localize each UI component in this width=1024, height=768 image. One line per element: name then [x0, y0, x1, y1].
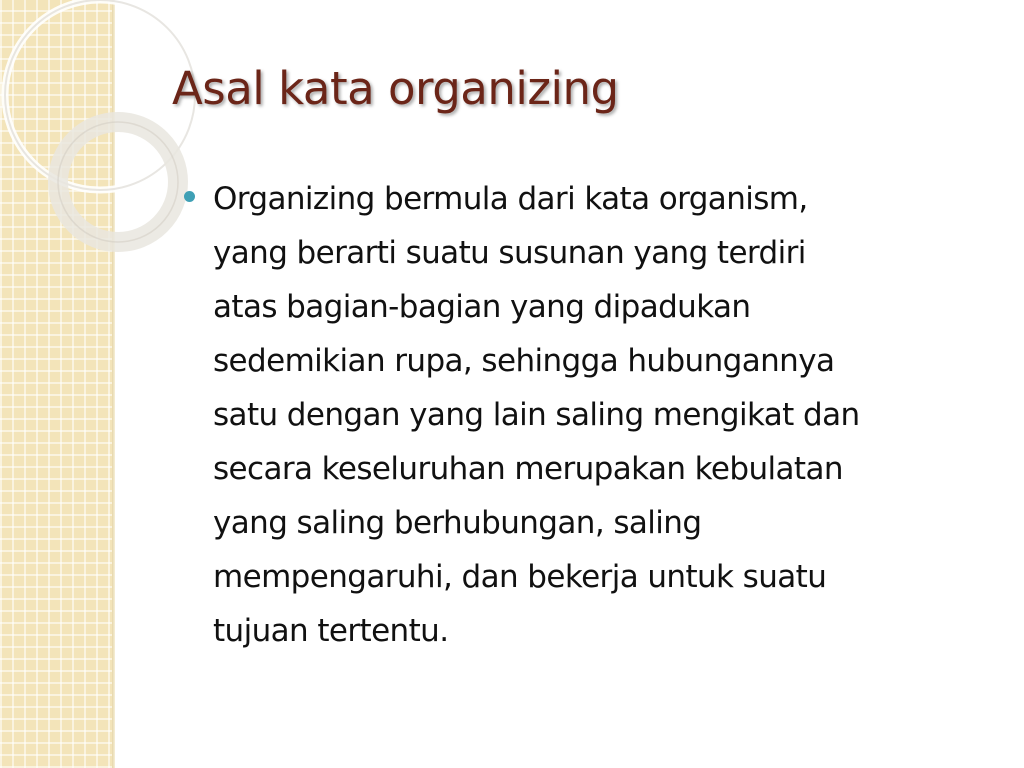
- text-line: yang berarti suatu susunan yang terdiri: [213, 235, 806, 271]
- text-line: Organizing bermula dari kata organism,: [213, 181, 808, 217]
- text-line: yang saling berhubungan, saling: [213, 505, 702, 541]
- side-panel-pattern: [0, 0, 112, 768]
- text-line: tujuan tertentu.: [213, 613, 449, 649]
- bullet-text: [213, 172, 983, 658]
- bullet-item: [184, 172, 984, 658]
- side-panel-edge: [112, 0, 115, 768]
- text-line: satu dengan yang lain saling mengikat dan: [213, 397, 860, 433]
- round-bullet-icon: [184, 191, 195, 202]
- text-line: secara keseluruhan merupakan kebulatan: [213, 451, 843, 487]
- slide-title: Asal kata organizing: [172, 62, 619, 115]
- text-line: mempengaruhi, dan bekerja untuk suatu: [213, 559, 827, 595]
- text-line: sedemikian rupa, sehingga hubungannya: [213, 343, 835, 379]
- content-area: [184, 172, 984, 658]
- text-line: atas bagian-bagian yang dipadukan: [213, 289, 751, 325]
